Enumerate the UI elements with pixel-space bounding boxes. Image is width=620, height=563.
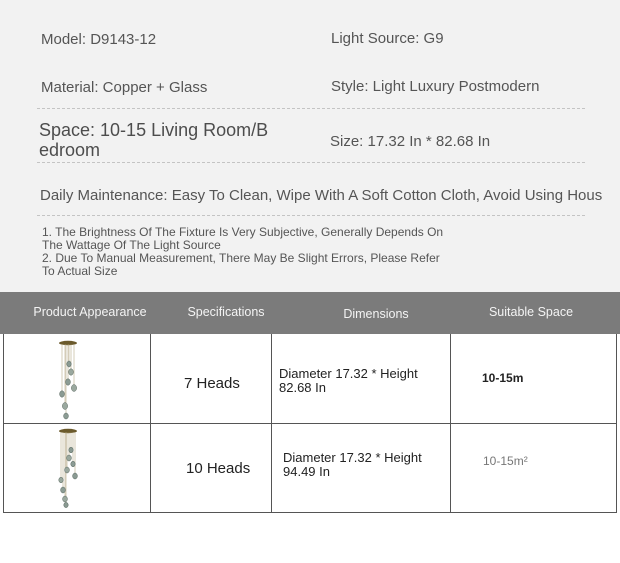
suitable-space-cell: 10-15m (482, 371, 524, 385)
dimensions-cell: Diameter 17.32 * Height 82.68 In (279, 366, 418, 395)
model-spec: Model: D9143-12 (41, 31, 157, 48)
divider (37, 162, 585, 163)
header-suitable-space: Suitable Space (488, 305, 574, 319)
light-source-spec: Light Source: G9 (331, 30, 444, 47)
maintenance-spec: Daily Maintenance: Easy To Clean, Wipe With A Soft Cotton Cloth, Avoid Using Hous (40, 187, 603, 204)
dimensions-cell: Diameter 17.32 * Height 94.49 In (283, 450, 422, 479)
style-spec: Style: Light Luxury Postmodern (331, 78, 540, 95)
chandelier-10-heads-image (48, 428, 88, 508)
material-spec: Material: Copper + Glass (41, 79, 208, 96)
size-spec: Size: 17.32 In * 82.68 In (330, 133, 491, 150)
notes (42, 226, 452, 278)
chandelier-7-heads-image (48, 340, 88, 420)
header-specifications: Specifications (187, 305, 265, 319)
suitable-space-cell: 10-15m² (483, 454, 528, 468)
spec-cell: 7 Heads (184, 375, 240, 392)
divider (37, 215, 585, 216)
header-product-appearance: Product Appearance (33, 305, 147, 319)
space-spec: Space: 10-15 Living Room/B edroom (39, 120, 269, 160)
spec-cell: 10 Heads (186, 460, 251, 477)
note-measurement: 2. Due To Manual Measurement, There May Be Slight Errors, Please Refer To Actual Size (42, 251, 440, 278)
product-table (3, 334, 617, 513)
note-brightness: 1. The Brightness Of The Fixture Is Very Subjective, Generally Depends On The Wattage Of The Light Source (42, 225, 444, 252)
header-dimensions: Dimensions (343, 307, 409, 321)
divider (37, 108, 585, 109)
table-header (0, 292, 620, 334)
